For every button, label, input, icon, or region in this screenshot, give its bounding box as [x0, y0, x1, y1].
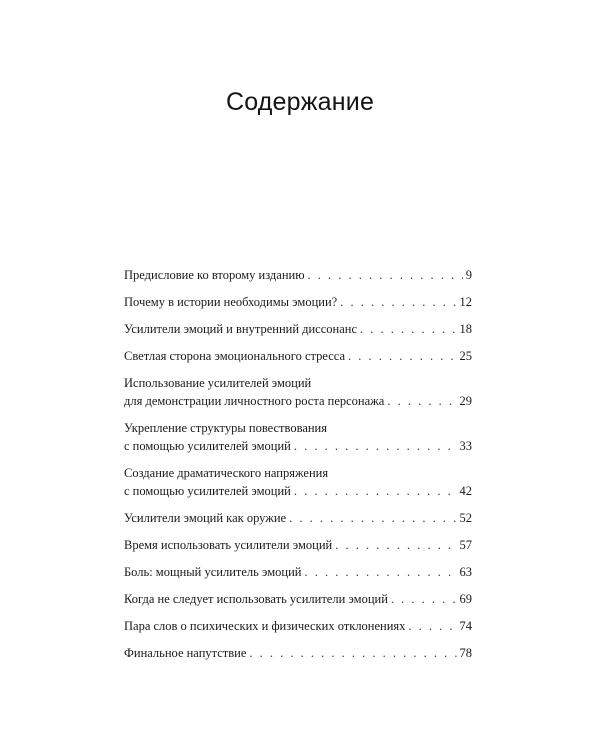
toc-entry	[124, 563, 472, 581]
dot-leader	[360, 320, 456, 338]
toc-page-number: 74	[459, 619, 472, 633]
toc-entry	[124, 320, 472, 338]
dot-leader	[289, 509, 456, 527]
toc-entry-title: Финальное напутствие	[124, 646, 247, 660]
toc-page-number: 9	[465, 268, 472, 282]
toc-page-number: 57	[459, 538, 472, 552]
toc-entry-title: Время использовать усилители эмоций	[124, 538, 333, 552]
toc-entry	[124, 617, 472, 635]
toc-entry	[124, 347, 472, 365]
toc-entry	[124, 374, 472, 410]
toc-page-number: 52	[459, 511, 472, 525]
toc-page-number: 42	[459, 484, 472, 498]
toc-entry	[124, 293, 472, 311]
toc-page-number: 33	[459, 439, 472, 453]
toc-page-number: 78	[459, 646, 472, 660]
toc-entry-title: Когда не следует использовать усилители эмоций	[124, 592, 388, 606]
toc-entry-title: для демонстрации личностного роста персонажа	[124, 394, 385, 408]
toc-entry-title: с помощью усилителей эмоций	[124, 484, 291, 498]
toc-page-number: 18	[459, 322, 472, 336]
toc-page-number: 25	[459, 349, 472, 363]
dot-leader	[304, 563, 456, 581]
toc-entry	[124, 266, 472, 284]
dot-leader	[294, 482, 457, 500]
page-title: Содержание	[225, 88, 375, 116]
toc-entry-title: Усилители эмоций и внутренний диссонанс	[124, 322, 358, 336]
dot-leader	[391, 590, 457, 608]
dot-leader	[408, 617, 456, 635]
toc-page-number: 29	[459, 394, 472, 408]
dot-leader	[308, 266, 463, 284]
toc-entry	[124, 536, 472, 554]
toc-entry	[124, 419, 472, 455]
dot-leader	[294, 437, 457, 455]
toc-entry-title: Светлая сторона эмоционального стресса	[124, 349, 346, 363]
toc-entry-title: Усилители эмоций как оружие	[124, 511, 287, 525]
toc-entry-title: Предисловие ко второму изданию	[124, 268, 305, 282]
dot-leader	[348, 347, 456, 365]
toc-entry	[124, 464, 472, 500]
toc-page-number: 69	[459, 592, 472, 606]
toc-entry-title: Боль: мощный усилитель эмоций	[124, 565, 302, 579]
toc-entry-title-line: Создание драматического напряжения	[124, 466, 329, 480]
dot-leader	[387, 392, 456, 410]
toc-entry	[124, 590, 472, 608]
dot-leader	[249, 644, 456, 662]
toc-entry-title: Пара слов о психических и физических отклонениях	[124, 619, 406, 633]
toc-entry	[124, 509, 472, 527]
dot-leader	[340, 293, 456, 311]
toc-entry-title: Почему в истории необходимы эмоции?	[124, 295, 338, 309]
toc-page-number: 12	[459, 295, 472, 309]
toc-entry	[124, 644, 472, 662]
table-of-contents	[124, 266, 472, 662]
toc-entry-title: с помощью усилителей эмоций	[124, 439, 291, 453]
toc-page-number: 63	[459, 565, 472, 579]
dot-leader	[335, 536, 456, 554]
toc-entry-title-line: Укрепление структуры повествования	[124, 421, 327, 435]
toc-entry-title-line: Использование усилителей эмоций	[124, 376, 312, 390]
